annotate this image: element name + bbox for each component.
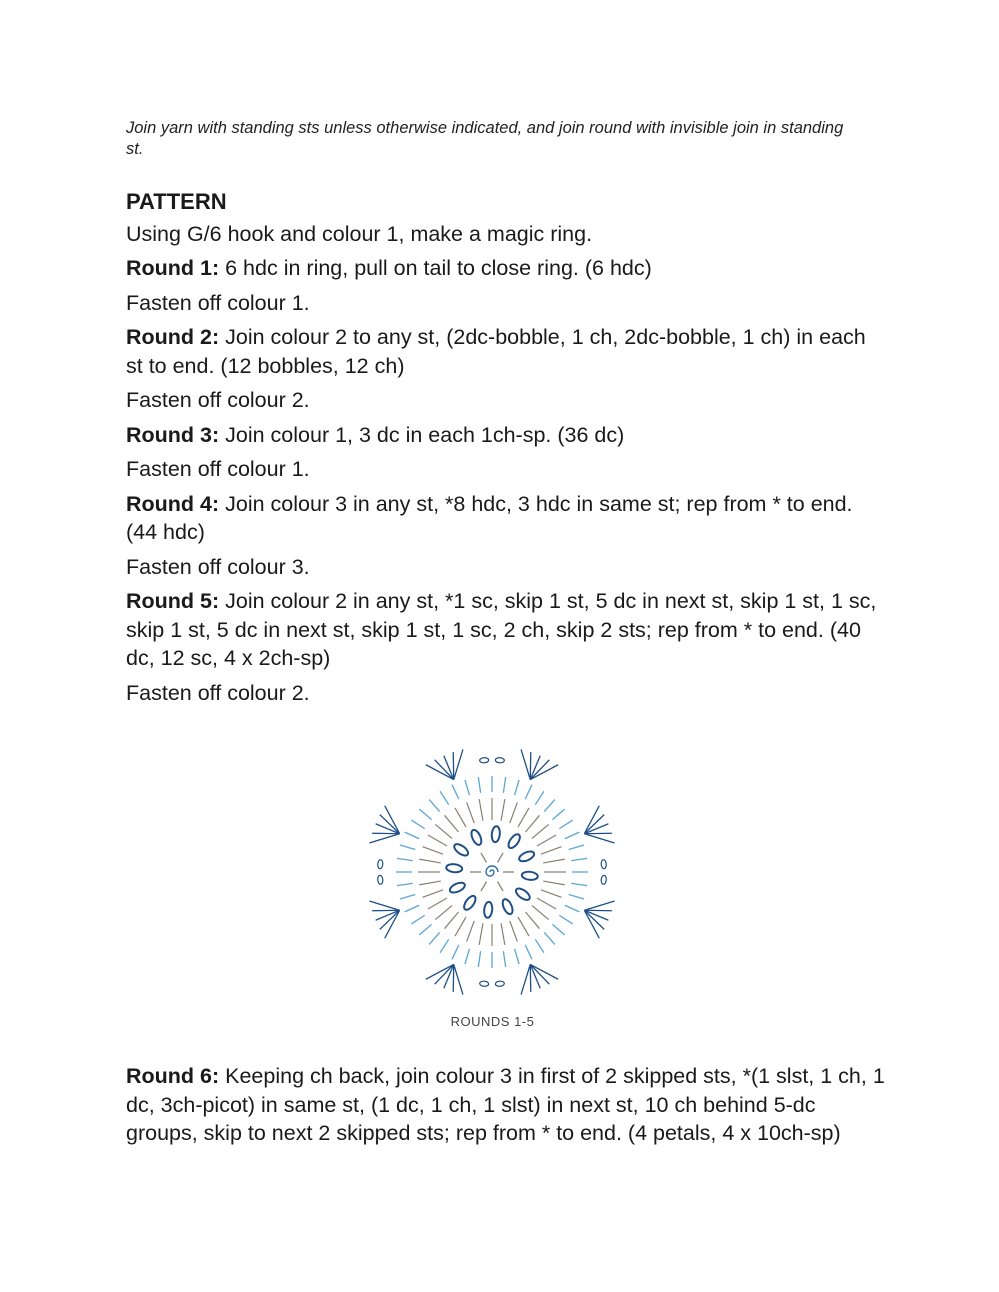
dc-fan-symbol [385, 910, 400, 938]
dc-stitch-symbol [518, 808, 529, 827]
dc-stitch-symbol [467, 921, 475, 942]
dc-stitch-symbol [479, 799, 483, 821]
round-label: Round 6: [126, 1064, 220, 1088]
dc-stitch-symbol [419, 859, 441, 863]
dc-stitch-symbol [455, 917, 466, 936]
bobble-stitch-symbol [483, 901, 493, 918]
round-label: Round 2: [126, 325, 220, 349]
dc-stitch-symbol [532, 905, 549, 919]
hdc-stitch-symbol [400, 895, 415, 900]
round-text: 6 hdc in ring, pull on tail to close ring. (6 hdc) [219, 256, 652, 280]
dc-stitch-symbol [455, 808, 466, 827]
hdc-stitch-symbol [515, 949, 520, 964]
fasten-off-line: Fasten off colour 2. [126, 388, 310, 412]
dc-fan-symbol [435, 964, 454, 984]
hdc-stitch-symbol [535, 791, 544, 804]
chain-stitch-symbol [601, 875, 607, 884]
hdc-stitch-symbol [465, 949, 470, 964]
dc-stitch-symbol [422, 847, 443, 855]
round-5 [126, 587, 886, 673]
hdc-stitch-symbol [397, 858, 413, 860]
hdc-stitch-symbol [411, 820, 424, 829]
fasten-off-line: Fasten off colour 3. [126, 554, 310, 579]
dc-stitch-symbol [467, 802, 475, 823]
hdc-stitch-symbol [552, 809, 564, 819]
hdc-stitch-symbol [405, 905, 420, 912]
bobble-stitch-symbol [469, 828, 483, 846]
dc-fan-symbol [584, 910, 604, 929]
bobble-stitch-symbol [518, 849, 536, 863]
dc-fan-symbol [530, 756, 540, 780]
bobble-stitch-symbol [491, 826, 501, 843]
dc-fan-symbol [521, 749, 530, 779]
round-label: Round 4: [126, 491, 220, 516]
round-label: Round 3: [126, 422, 220, 447]
dc-fan-symbol [435, 760, 454, 780]
hdc-stitch-symbol [569, 895, 584, 900]
hdc-stitch-symbol [503, 951, 505, 967]
intro-line: Using G/6 hook and colour 1, make a magic ring. [126, 221, 593, 246]
bobble-stitch-symbol [462, 894, 478, 912]
dc-fan-symbol [530, 964, 558, 979]
dc-fan-symbol [530, 964, 549, 984]
dc-fan-symbol [584, 834, 614, 843]
dc-fan-symbol [444, 756, 454, 780]
hdc-stitch-symbol [419, 809, 431, 819]
intro-note: Join yarn with standing sts unless otherwise indicated, and join round with invisible join in standing st. [126, 119, 844, 158]
bobble-stitch-symbol [452, 842, 470, 858]
dc-fan-symbol [584, 806, 599, 834]
hdc-stitch-symbol [525, 785, 532, 800]
fasten-off-line: Fasten off colour 1. [126, 457, 310, 481]
hdc-stitch-symbol [565, 905, 580, 912]
hdc-stitch-symbol [465, 780, 470, 795]
dc-fan-symbol [369, 901, 399, 910]
hdc-stitch-symbol [429, 799, 439, 811]
bobble-stitch-symbol [501, 898, 515, 916]
dc-stitch-symbol [501, 923, 505, 945]
dc-fan-symbol [584, 910, 599, 938]
chain-stitch-symbol [495, 981, 504, 987]
dc-stitch-symbol [532, 824, 549, 838]
dc-stitch-symbol [543, 881, 565, 885]
dc-fan-symbol [584, 901, 614, 910]
dc-fan-symbol [530, 964, 540, 988]
magic-ring-symbol [486, 866, 498, 876]
dc-fan-symbol [584, 910, 608, 920]
dc-fan-symbol [376, 910, 400, 920]
hdc-stitch-symbol [544, 932, 554, 944]
dc-stitch-symbol [479, 923, 483, 945]
bobble-stitch-symbol [446, 863, 463, 873]
dc-fan-symbol [444, 964, 454, 988]
round-4 [126, 490, 886, 547]
hdc-stitch-symbol [481, 853, 487, 863]
dc-stitch-symbol [541, 890, 562, 898]
hdc-stitch-symbol [515, 780, 520, 795]
hdc-stitch-symbol [478, 777, 480, 793]
hdc-stitch-symbol [498, 882, 504, 892]
dc-stitch-symbol [419, 881, 441, 885]
diagram-caption: ROUNDS 1-5 [450, 1014, 535, 1029]
round-label: Round 1: [126, 256, 220, 280]
chain-stitch-symbol [480, 981, 489, 987]
round-text: Join colour 3 in any st, *8 hdc, 3 hdc in same st; rep from * to end. (44 hdc) [126, 491, 853, 544]
dc-stitch-symbol [435, 824, 452, 838]
dc-fan-symbol [530, 760, 549, 780]
round-label: Round 5: [126, 589, 220, 613]
hdc-stitch-symbol [400, 845, 415, 850]
hdc-stitch-symbol [544, 799, 554, 811]
round-2 [126, 323, 886, 380]
chain-stitch-symbol [377, 875, 383, 884]
dc-stitch-symbol [422, 890, 443, 898]
round-text: Join colour 2 in any st, *1 sc, skip 1 st, 5 dc in next st, skip 1 st, 1 sc, skip 1 st, 5 dc in next st, skip 1 st, 1 sc, 2 ch, skip 2 sts; rep from * to end. (40 dc, 12 sc, 4 x 2ch-sp) [126, 589, 877, 670]
dc-fan-symbol [521, 964, 530, 994]
dc-stitch-symbol [541, 847, 562, 855]
hdc-stitch-symbol [565, 832, 580, 839]
dc-stitch-symbol [444, 912, 458, 929]
hdc-stitch-symbol [419, 924, 431, 934]
crochet-chart-diagram [360, 740, 625, 1005]
bobble-stitch-symbol [506, 832, 522, 850]
hdc-stitch-symbol [525, 945, 532, 960]
hdc-stitch-symbol [571, 883, 587, 885]
dc-stitch-symbol [435, 905, 452, 919]
dc-fan-symbol [584, 824, 608, 834]
hdc-stitch-symbol [559, 915, 572, 924]
round-text: Join colour 1, 3 dc in each 1ch-sp. (36 dc) [219, 422, 625, 447]
fasten-off-line: Fasten off colour 2. [126, 680, 310, 705]
chain-stitch-symbol [601, 860, 607, 869]
dc-fan-symbol [426, 964, 454, 979]
hdc-stitch-symbol [440, 791, 449, 804]
section-heading: PATTERN [126, 189, 227, 214]
dc-fan-symbol [380, 910, 400, 929]
dc-fan-symbol [376, 824, 400, 834]
round-3 [126, 421, 886, 450]
hdc-stitch-symbol [559, 820, 572, 829]
dc-stitch-symbol [543, 859, 565, 863]
bobble-stitch-symbol [514, 886, 532, 902]
round-6 [126, 1062, 886, 1148]
round-1 [126, 254, 886, 283]
dc-fan-symbol [530, 765, 558, 780]
hdc-stitch-symbol [535, 939, 544, 952]
chain-stitch-symbol [377, 860, 383, 869]
bobble-stitch-symbol [521, 871, 538, 881]
hdc-stitch-symbol [481, 882, 487, 892]
hdc-stitch-symbol [503, 777, 505, 793]
pattern-section [126, 188, 886, 713]
hdc-stitch-symbol [411, 915, 424, 924]
dc-stitch-symbol [510, 921, 518, 942]
dc-stitch-symbol [428, 835, 447, 846]
dc-stitch-symbol [537, 835, 556, 846]
hdc-stitch-symbol [571, 858, 587, 860]
chain-stitch-symbol [480, 757, 489, 763]
dc-fan-symbol [454, 964, 463, 994]
hdc-stitch-symbol [452, 785, 459, 800]
hdc-stitch-symbol [478, 951, 480, 967]
dc-stitch-symbol [537, 898, 556, 909]
dc-stitch-symbol [444, 815, 458, 832]
hdc-stitch-symbol [440, 939, 449, 952]
chain-stitch-symbol [495, 757, 504, 763]
dc-fan-symbol [369, 834, 399, 843]
dc-stitch-symbol [428, 898, 447, 909]
hdc-stitch-symbol [452, 945, 459, 960]
dc-stitch-symbol [525, 912, 539, 929]
hdc-stitch-symbol [498, 853, 504, 863]
dc-fan-symbol [584, 815, 604, 834]
dc-fan-symbol [454, 749, 463, 779]
dc-stitch-symbol [510, 802, 518, 823]
dc-stitch-symbol [501, 799, 505, 821]
fasten-off-line: Fasten off colour 1. [126, 290, 310, 315]
dc-fan-symbol [426, 765, 454, 780]
round-text: Join colour 2 to any st, (2dc-bobble, 1 ch, 2dc-bobble, 1 ch) in each st to end. (12 bobbles, 12 ch) [126, 325, 866, 378]
hdc-stitch-symbol [405, 832, 420, 839]
hdc-stitch-symbol [552, 924, 564, 934]
hdc-stitch-symbol [397, 883, 413, 885]
dc-fan-symbol [380, 815, 400, 834]
dc-stitch-symbol [525, 815, 539, 832]
dc-fan-symbol [385, 806, 400, 834]
hdc-stitch-symbol [569, 845, 584, 850]
round-text: Keeping ch back, join colour 3 in first of 2 skipped sts, *(1 slst, 1 ch, 1 dc, 3ch-picot) in same st, (1 dc, 1 ch, 1 slst) in next st, 10 ch behind 5-dc groups, skip to next 2 skipped sts; rep from * to end. (4 petals, 4 x 10ch-sp) [126, 1064, 885, 1145]
dc-stitch-symbol [518, 917, 529, 936]
hdc-stitch-symbol [429, 932, 439, 944]
bobble-stitch-symbol [448, 881, 466, 895]
